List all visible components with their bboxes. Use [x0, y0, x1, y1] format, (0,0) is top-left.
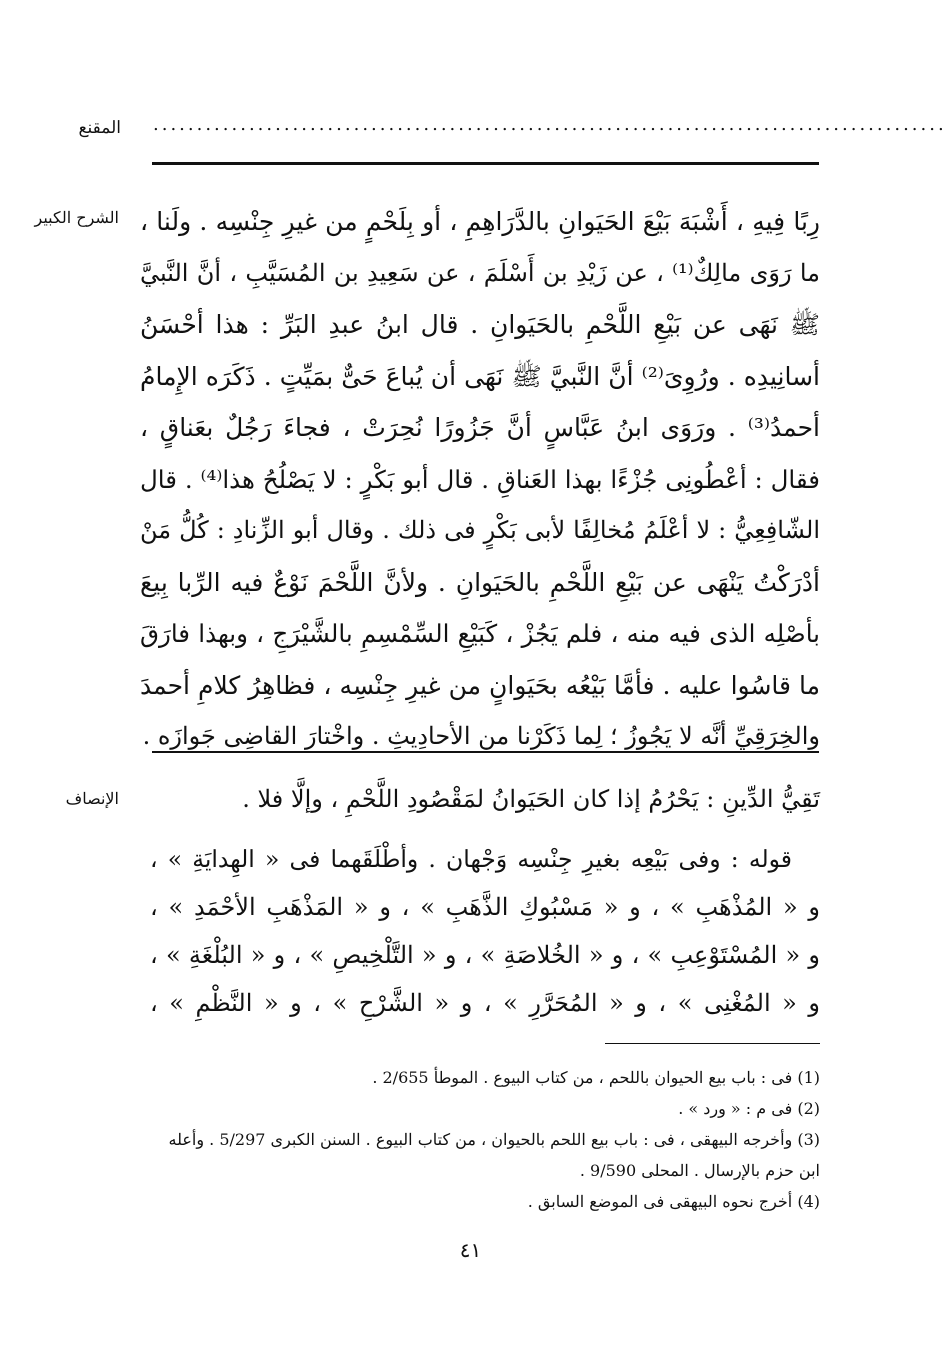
main-line: الشّافِعِيُّ : لا أعْلَمُ مُخالِفًا لأبى بَكْرٍ فى ذلك . وقال أبو الزِّنادِ : كُلُّ مَنْ [140, 516, 820, 544]
footnotes-block [150, 1062, 820, 1217]
main-text-block [140, 196, 820, 763]
header-dot-leader: ........................................................................................... [153, 114, 947, 135]
main-line: أدْرَكْتُ يَنْهَى عن بَيْعِ اللَّحْمِ بالحَيَوانِ . ولأنَّ اللَّحْمَ نَوْعٌ فيه الرِّبا بِيعَ [140, 567, 820, 597]
side-label-sharh: الشرح الكبير [34, 208, 119, 227]
insaf-line: قوله : وفى بَيْعِه بغيرِ جِنْسِه وَجْهان . وأطْلَقَهما فى « الهِدايَةِ » ، [150, 845, 792, 873]
main-line: فقال : أعْطُونِى جُزْءًا بهذا العَناقِ . قال أبو بَكْرٍ : لا يَصْلُحُ هذا⁽⁴⁾ . قال [140, 464, 820, 494]
footnote: (4) أخرج نحوه البيهقى فى الموضع السابق . [527, 1192, 820, 1211]
running-title: المقنع [78, 118, 121, 138]
main-line: ما قاسُوا عليه . فأمَّا بَيْعُه بحَيَوانٍ من غيرِ جِنْسِه ، فظاهِرُ كلامِ أحمدَ [140, 670, 820, 700]
footnote: (2) فى م : « ورد » . [678, 1099, 820, 1118]
main-line: ما رَوَى مالِكٌ⁽¹⁾ ، عن زَيْدِ بن أَسْلَمَ ، عن سَعِيدِ بن المُسَيَّبِ ، أنَّ النَّبيَّ [140, 258, 821, 287]
main-line: أسانِيدِه . ورُوِىَ⁽²⁾ أنَّ النَّبيَّ ﷺ نَهَى أن يُباعَ حَىٌّ بمَيِّتٍ . ذَكَرَه الإِمامُ [140, 361, 820, 391]
page-number: ٤١ [459, 1238, 482, 1262]
main-line: بأصْلِه الذى فيه منه ، فلم يَجُزْ ، كَبَيْعِ السِّمْسِمِ بالشَّيْرَجِ ، وبهذا فارَقَ [140, 619, 820, 648]
insaf-line: و « المُسْتَوْعِبِ » ، و « الخُلاصَةِ » ، و « التَّلْخِيصِ » ، و « البُلْغَةِ » ، [150, 941, 820, 969]
footnote-rule [605, 1043, 820, 1044]
main-line: ﷺ نَهَى عن بَيْعِ اللَّحْمِ بالحَيَوانِ . قال ابنُ عبدِ البَرِّ : هذا أحْسَنُ [140, 310, 820, 339]
main-line: أحمدُ⁽³⁾ . ورَوَى ابنُ عَبَّاسٍ أنَّ جَزُورًا نُحِرَتْ ، فجاءَ رَجُلٌ بعَناقٍ ، [140, 413, 820, 442]
insaf-line: تَقِيُّ الدِّينِ : يَحْرُمُ إذا كان الحَيَوانُ لمَقْصُودِ اللَّحْمِ ، وإلَّا فلا . [242, 785, 820, 813]
footnote: ابن حزم بالإرسال . المحلى 9/590 . [579, 1161, 820, 1180]
footnote: (3) وأخرجه البيهقى ، فى : باب بيع اللحم بالحيوان ، من كتاب البيوع . السنن الكبرى 5/297 . وأعله [168, 1130, 820, 1149]
section-divider [152, 751, 819, 753]
main-line: والخِرَقِيِّ أنَّه لا يَجُوزُ ؛ لِما ذَكَرْنا من الأحادِيثِ . واخْتارَ القاضِى جَوازَه . [142, 722, 820, 750]
main-line: رِبًا فِيهِ ، أَشْبَهَ بَيْعَ الحَيَوانِ بالدَّرَاهِمِ ، أو بِلَحْمٍ من غيرِ جِنْسِه . ولَنا ، [140, 207, 820, 236]
insaf-line: و « المُذْهَبِ » ، و « مَسْبُوكِ الذَّهَبِ » ، و « المَذْهَبِ الأحْمَدِ » ، [150, 893, 820, 921]
header-rule [152, 162, 819, 165]
side-label-insaf: الإنصاف [65, 789, 119, 808]
footnote: (1) فى : باب بيع الحيوان باللحم ، من كتاب البيوع . الموطأ 2/655 . [372, 1068, 820, 1087]
insaf-line: و « المُغْنِى » ، و « المُحَرَّرِ » ، و « الشَّرْحِ » ، و « النَّظْمِ » ، [150, 989, 820, 1017]
insaf-text-block [150, 775, 820, 1027]
